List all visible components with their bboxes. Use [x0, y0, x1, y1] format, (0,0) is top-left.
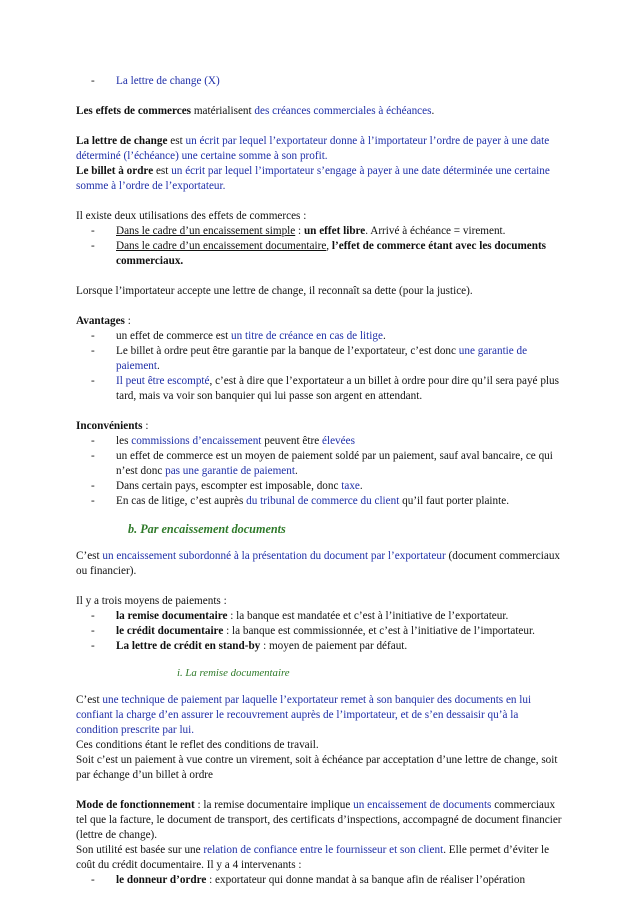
list-item: - le donneur d’ordre : exportateur qui donne mandat à sa banque afin de réaliser l’opération	[91, 874, 526, 886]
paragraph-fonctionnement: Mode de fonctionnement : la remise documentaire implique un encaissement de documents commerciaux tel que la facture, le document de transport, des certificats d’inspections, accompagné de document financier (lettre de change).	[76, 799, 562, 841]
paragraph-moyens: Il y a trois moyens de paiements :	[76, 595, 227, 607]
section-heading-i: i. La remise documentaire	[177, 667, 290, 679]
paragraph-conditions: Ces conditions étant le reflet des conditions de travail.	[76, 739, 319, 751]
inconvenients-title: Inconvénients :	[76, 420, 149, 432]
paragraph-utilisations: Il existe deux utilisations des effets de commerces :	[76, 210, 307, 222]
list-item: - Le billet à ordre peut être garantie par la banque de l’exportateur, c’est donc une garantie de paiement.	[91, 345, 528, 372]
list-item: - le crédit documentaire : la banque est commissionnée, et c’est à l’initiative de l’importateur.	[91, 625, 535, 637]
list-item: - En cas de litige, c’est auprès du tribunal de commerce du client qu’il faut porter plainte.	[91, 495, 509, 507]
list-item: - Dans le cadre d’un encaissement documentaire, l’effet de commerce étant avec les documents commerciaux.	[91, 240, 547, 267]
list-item: - Dans le cadre d’un encaissement simple : un effet libre. Arrivé à échéance = virement.	[91, 225, 506, 237]
list-item	[76, 74, 562, 89]
paragraph-billet-ordre: Le billet à ordre est un écrit par lequel l’importateur s’engage à payer à une date déterminée une certaine somme à l’ordre de l’exportateur.	[76, 165, 550, 192]
avantages-title: Avantages :	[76, 315, 131, 327]
paragraph-effets: Les effets de commerces matérialisent des créances commerciales à échéances.	[76, 105, 435, 117]
item-text: La lettre de change (X)	[116, 75, 220, 87]
paragraph-remise: C’est une technique de paiement par laquelle l’exportateur remet à son banquier des documents en lui confiant la charge d’en assurer le recouvrement auprès de l’importateur, et de s’en dessaisir qu’à la condition prescrite par lui.	[76, 694, 532, 736]
list-item: - Dans certain pays, escompter est imposable, donc taxe.	[91, 480, 363, 492]
list-item: - La lettre de crédit en stand-by : moyen de paiement par défaut.	[91, 640, 408, 652]
section-heading-b: b. Par encaissement documents	[128, 522, 286, 536]
paragraph-lettre-de-change: La lettre de change est un écrit par lequel l’exportateur donne à l’importateur l’ordre de payer à une date déterminé (l’échéance) une certaine somme à son profit.	[76, 135, 550, 162]
list-item: - un effet de commerce est un moyen de paiement soldé par un paiement, sauf aval bancaire, ce qui n’est donc pas une garantie de paiement.	[91, 450, 553, 477]
list-item: - la remise documentaire : la banque est mandatée et c’est à l’initiative de l’exportateur.	[91, 610, 509, 622]
paragraph-acceptation: Lorsque l’importateur accepte une lettre de change, il reconnaît sa dette (pour la justice).	[76, 285, 473, 297]
list-item: - les commissions d’encaissement peuvent être élevées	[91, 435, 355, 447]
paragraph-encaissement: C’est un encaissement subordonné à la présentation du document par l’exportateur (document commerciaux ou financier).	[76, 550, 561, 577]
list-item: - un effet de commerce est un titre de créance en cas de litige.	[91, 330, 386, 342]
paragraph-paiement: Soit c’est un paiement à vue contre un virement, soit à échéance par acceptation d’une lettre de change, soit par échange d’un billet à ordre	[76, 754, 558, 781]
list-item: - Il peut être escompté, c’est à dire que l’exportateur a un billet à ordre pour dire qu’il sera payé plus tard, mais va voir son banquier qui lui passe son argent en attendant.	[91, 375, 559, 402]
document-page	[76, 74, 562, 888]
bullet-dash: -	[91, 75, 95, 87]
paragraph-utilite: Son utilité est basée sur une relation de confiance entre le fournisseur et son client. Elle permet d’éviter le coût du crédit documentaire. Il y a 4 intervenants :	[76, 844, 550, 871]
